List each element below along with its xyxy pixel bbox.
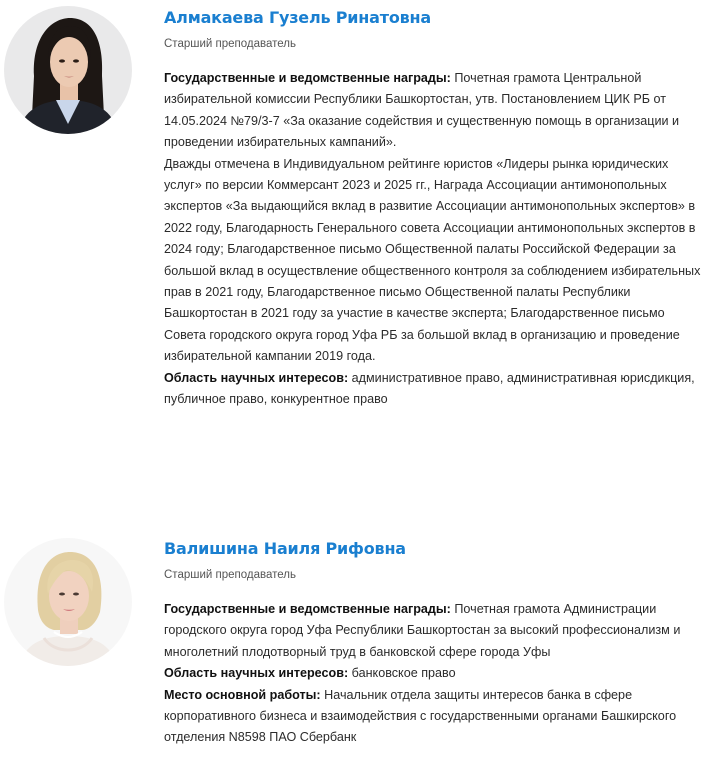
work-text: Начальник отдела защиты интересов банка в сфере корпоративного бизнеса и взаимодействия с государственными органами Башкирского отделения N8598 ПАО Сбербанк [164, 687, 677, 745]
portrait-photo [4, 6, 132, 134]
interests-text: банковское право [351, 666, 456, 681]
person-position: Старший преподаватель [164, 569, 296, 581]
extra-awards-paragraph [164, 154, 704, 368]
awards-text: Почетная грамота Администрации городского округа город Уфа Республики Башкортостан за высокий профессионализм и многолетний плодотворный труд в банковской сфере города Уфы [164, 602, 681, 659]
interests-paragraph [164, 663, 704, 684]
interests-label: Область научных интересов: [164, 666, 349, 681]
work-label: Место основной работы: [164, 687, 321, 702]
awards-paragraph [164, 68, 704, 154]
awards-label: Государственные и ведомственные награды: [164, 71, 451, 85]
awards-label: Государственные и ведомственные награды: [164, 602, 451, 616]
interests-label: Область научных интересов: [164, 370, 349, 385]
person-name[interactable]: Валишина Наиля Рифовна [164, 539, 406, 558]
interests-text: административное право, административная юрисдикция, публичное право, конкурентное право [164, 370, 695, 407]
avatar [4, 538, 132, 666]
work-paragraph [164, 685, 704, 749]
person-details [164, 599, 704, 749]
interests-paragraph [164, 368, 704, 411]
extra-awards-text: Дважды отмечена в Индивидуальном рейтинге юристов «Лидеры рынка юридических услуг» по версии Коммерсант 2023 и 2025 гг., Награда Ассоциации антимонопольных экспертов «За выдающийся вклад в развитие Ассоциации антимонопольных экспертов» в 2022 году, Благодарность Генерального совета Ассоциации антимонопольных экспертов в 2024 году; Благодарственное письмо Общественной палаты Российской Федерации за большой вклад в осуществление общественного контроля за соблюдением избирательных прав в 2021 году, Благодарственное письмо Общественной палаты Республики Башкортостан в 2021 году за участие в качестве эксперта; Благодарственное письмо Совета городского округа город Уфа РБ за большой вклад в организацию и проведение избирательной кампании 2019 года. [164, 156, 701, 364]
avatar [4, 6, 132, 134]
awards-text: Почетная грамота Центральной избирательной комиссии Республики Башкортостан, утв. Постановлением ЦИК РБ от 14.05.2024 №79/3-7 «За оказание содействия и существенную помощь в организации и проведении избирательных кампаний». [164, 71, 680, 150]
person-details [164, 68, 704, 411]
portrait-photo [4, 538, 132, 666]
person-position: Старший преподаватель [164, 38, 296, 50]
awards-paragraph [164, 599, 704, 663]
person-name[interactable]: Алмакаева Гузель Ринатовна [164, 8, 431, 27]
